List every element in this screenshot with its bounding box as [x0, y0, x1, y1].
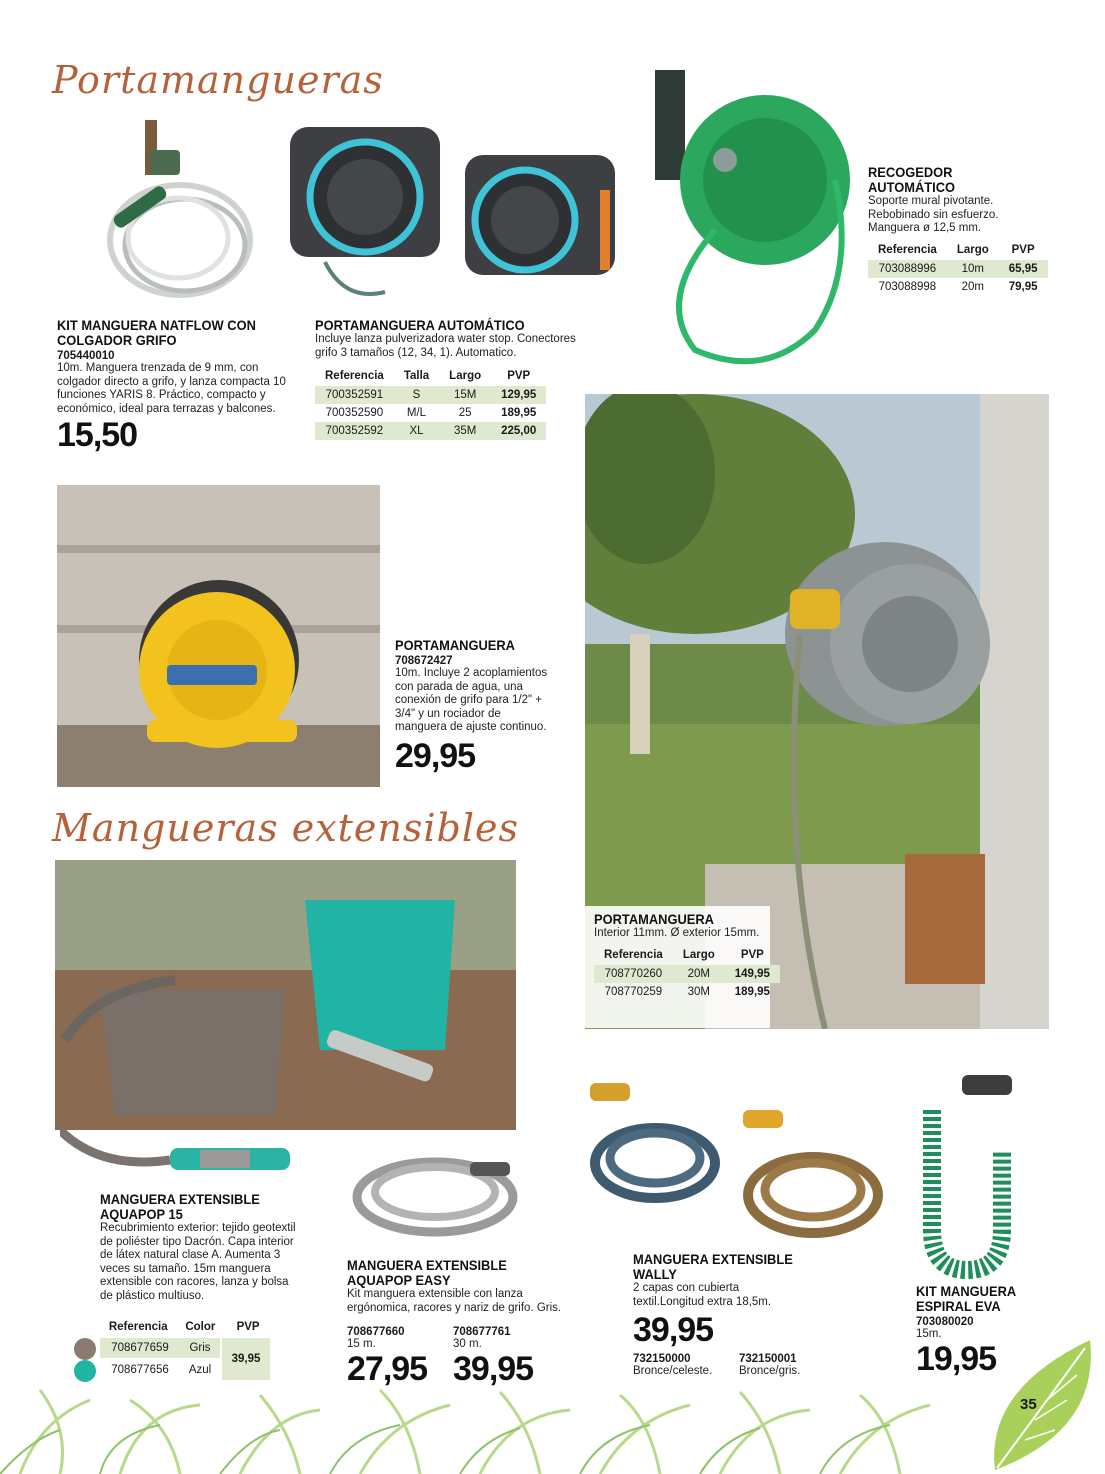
table-cell: 35M [439, 422, 491, 440]
table-cell: 129,95 [491, 386, 546, 404]
table-cell: Gris [189, 1342, 211, 1354]
product-price: 39,95 [633, 1311, 714, 1349]
table-header: Color [185, 1321, 216, 1333]
grass-decoration [0, 1380, 1105, 1474]
product-wally [633, 1252, 853, 1379]
table-cell: 703088996 [868, 260, 947, 278]
table-cell: 189,95 [734, 985, 770, 998]
color-swatch-azul [74, 1360, 96, 1382]
product-price: 27,95 [347, 1349, 428, 1388]
table-cell: 30M [687, 985, 710, 998]
price-table [315, 366, 546, 440]
product-ref: 732150000 [633, 1353, 691, 1365]
spiral-hose-image [912, 1070, 1022, 1280]
table-cell: 700352592 [315, 422, 394, 440]
product-variant: Bronce/celeste. [633, 1365, 713, 1377]
product-price: 29,95 [395, 736, 476, 775]
reel-blue-image-1 [285, 112, 450, 307]
table-header: Largo [956, 243, 989, 256]
product-length: 30 m. [453, 1338, 482, 1350]
aquapop-photo [55, 860, 516, 1130]
product-variant: Bronce/gris. [739, 1365, 801, 1377]
table-cell: 708770260 [594, 965, 673, 983]
product-title: MANGUERA EXTENSIBLE AQUAPOP 15 [100, 1191, 260, 1222]
table-header: Largo [449, 370, 482, 382]
product-length: 15 m. [347, 1338, 376, 1350]
wally-bronze-image [738, 1105, 888, 1240]
table-header: Referencia [604, 948, 663, 961]
table-cell: S [394, 386, 439, 404]
color-swatch-gris [74, 1338, 96, 1360]
aquapop-lance-image [60, 1120, 300, 1192]
table-row [315, 386, 546, 404]
table-header: Talla [403, 370, 430, 382]
table-cell: 10m [947, 260, 999, 278]
product-title: PORTAMANGUERA [594, 911, 714, 927]
product-desc: Kit manguera extensible con lanza ergónomica, racores y nariz de grifo. Gris. [347, 1288, 562, 1314]
table-cell: 708677656 [111, 1364, 169, 1376]
table-cell: 65,95 [999, 260, 1048, 278]
product-portamanguera-jardin [585, 906, 770, 1028]
product-desc: 2 capas con cubierta textil.Longitud extra 18,5m. [633, 1282, 772, 1308]
table-cell: 225,00 [491, 422, 546, 440]
table-header: PVP [740, 948, 764, 961]
table-cell: 703088998 [878, 280, 937, 293]
table-cell: 708770259 [604, 985, 663, 998]
aquapop-price: 39,95 [222, 1338, 270, 1380]
product-title: MANGUERA EXTENSIBLE WALLY [633, 1251, 793, 1282]
product-title: MANGUERA EXTENSIBLE AQUAPOP EASY [347, 1257, 507, 1288]
table-header: PVP [236, 1321, 260, 1333]
table-row [315, 404, 546, 422]
product-title: PORTAMANGUERA [395, 637, 515, 653]
table-header: Largo [682, 948, 715, 961]
product-ref: 732150001 [739, 1353, 797, 1365]
section-title-extensibles: Mangueras extensibles [52, 806, 519, 850]
product-price: 15,50 [57, 416, 138, 454]
yellow-reel-photo [57, 485, 380, 787]
table-cell: 149,95 [725, 965, 780, 983]
product-desc: Recubrimiento exterior: tejido geotextil de poliéster tipo Dacrón. Capa interior de látex natural clase A. Aumenta 3 veces su tamaño. 15m manguera extensible con racores, lanza y bolsa de plástico multiuso. [100, 1222, 296, 1302]
table-row [100, 1360, 220, 1380]
product-price: 19,95 [916, 1339, 997, 1378]
table-header: PVP [1011, 243, 1035, 256]
table-header: Referencia [878, 243, 937, 256]
product-title: RECOGEDOR AUTOMÁTICO [868, 164, 956, 195]
aquapop-easy-image [350, 1142, 520, 1242]
leaf-icon [985, 1330, 1100, 1474]
product-portamanguera-automatico [315, 318, 600, 440]
product-desc: Incluye lanza pulverizadora water stop. Conectores grifo 3 tamaños (12, 34, 1). Automatico. [315, 333, 576, 359]
section-title-portamangueras: Portamangueras [52, 58, 384, 102]
table-row [868, 278, 1048, 296]
table-cell: XL [394, 422, 439, 440]
product-aquapop-15 [100, 1192, 300, 1303]
table-row [868, 260, 1048, 278]
product-ref: 708677660 [347, 1326, 405, 1338]
product-aquapop-easy [347, 1258, 577, 1386]
product-desc: 15m. [916, 1328, 942, 1340]
product-ref: 708677761 [453, 1326, 511, 1338]
table-header: PVP [507, 370, 531, 382]
table-cell: 25 [458, 407, 472, 419]
table-row [594, 965, 780, 983]
product-ref: 703080020 [916, 1316, 974, 1328]
product-price: 39,95 [453, 1349, 534, 1388]
price-table [594, 945, 780, 1001]
product-desc: 10m. Incluye 2 acoplamientos con parada de agua, una conexión de grifo para 1/2" + 3/4" y un rociador de manguera de ajuste continuo. [395, 667, 548, 733]
product-ref: 705440010 [57, 350, 115, 362]
table-cell: 189,95 [501, 407, 537, 419]
table-cell: M/L [406, 407, 427, 419]
table-header: Referencia [108, 1321, 168, 1333]
table-cell: 20m [961, 280, 984, 293]
product-recogedor-automatico [868, 165, 1053, 296]
green-reel-image [655, 70, 880, 380]
product-portamanguera-amarillo [395, 638, 555, 773]
table-cell: Azul [188, 1364, 212, 1376]
product-title: KIT MANGUERA ESPIRAL EVA [916, 1283, 1016, 1314]
table-cell: 20M [673, 965, 725, 983]
product-desc: 10m. Manguera trenzada de 9 mm, con colgador directo a grifo, y lanza compacta 10 funciones YARIS 8. Práctico, compacto y económico, ideal para terrazas y balcones. [57, 362, 286, 415]
table-row [100, 1338, 220, 1358]
reel-blue-image-2 [455, 150, 630, 300]
aquapop-price-table [72, 1318, 272, 1382]
table-row [315, 422, 546, 440]
product-title: PORTAMANGUERA AUTOMÁTICO [315, 317, 525, 333]
table-cell: 708677659 [111, 1342, 169, 1354]
wally-blue-image [585, 1078, 725, 1208]
table-row [594, 983, 780, 1001]
table-header: Referencia [325, 370, 384, 382]
natflow-hose-image [90, 110, 270, 310]
product-desc: Interior 11mm. Ø exterior 15mm. [594, 927, 760, 939]
product-desc: Soporte mural pivotante. Rebobinado sin esfuerzo. Manguera ø 12,5 mm. [868, 195, 999, 234]
page-number: 35 [1020, 1396, 1037, 1413]
product-title: KIT MANGUERA NATFLOW CON COLGADOR GRIFO [57, 317, 256, 348]
product-ref: 708672427 [395, 655, 453, 667]
table-cell: 700352590 [325, 407, 384, 419]
table-cell: 79,95 [1008, 280, 1038, 293]
table-cell: 15M [439, 386, 491, 404]
product-kit-natflow [57, 318, 287, 452]
table-cell: 700352591 [315, 386, 394, 404]
price-table [868, 240, 1048, 296]
